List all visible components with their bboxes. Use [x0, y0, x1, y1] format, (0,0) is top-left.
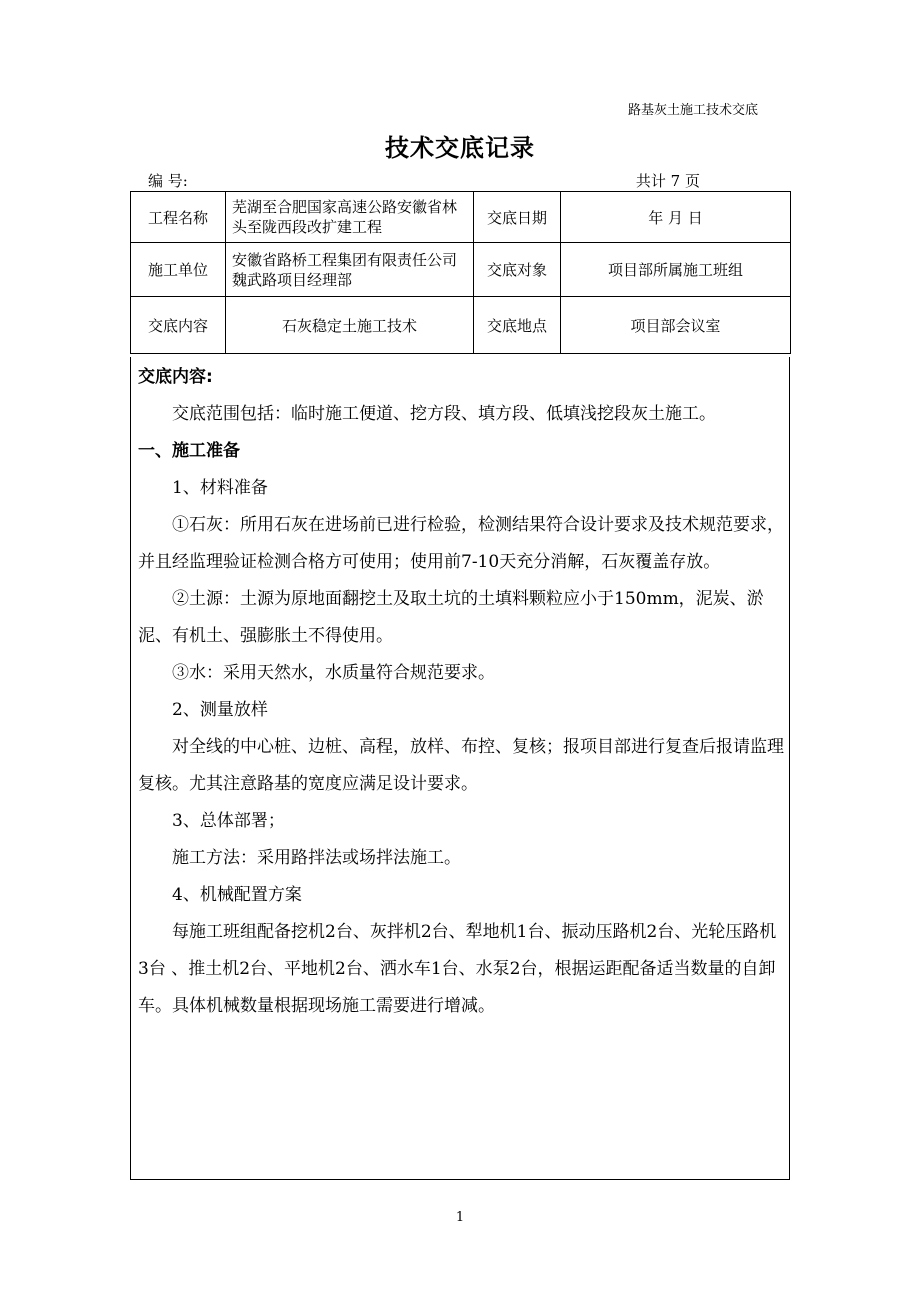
- info-row-project: [131, 192, 791, 243]
- content-heading: 交底内容:: [138, 367, 213, 387]
- project-name-value: 芜湖至合肥国家高速公路安徽省林头至陇西段改扩建工程: [226, 192, 474, 243]
- page-count: 共计 7 页: [635, 172, 700, 190]
- scope-paragraph: 交底范围包括：临时施工便道、挖方段、填方段、低填浅挖段灰土施工。: [172, 404, 716, 424]
- content-box: [130, 357, 790, 1180]
- content-label: 交底内容: [131, 297, 226, 354]
- place-label: 交底地点: [474, 297, 561, 354]
- water-paragraph: ③水：采用天然水，水质量符合规范要求。: [172, 663, 495, 683]
- sub4-title: 4、机械配置方案: [172, 885, 302, 905]
- soil-paragraph: ②土源：土源为原地面翻挖土及取土坑的土填料颗粒应小于150mm，泥炭、淤泥、有机土、强膨胀土不得使用。: [138, 589, 764, 646]
- info-row-content: [131, 297, 791, 354]
- project-name-label: 工程名称: [131, 192, 226, 243]
- unit-value: 安徽省路桥工程集团有限责任公司魏武路项目经理部: [226, 243, 474, 297]
- sub3-title: 3、总体部署；: [172, 811, 285, 831]
- content-value: 石灰稳定土施工技术: [226, 297, 474, 354]
- machinery-paragraph: 每施工班组配备挖机2台、灰拌机2台、犁地机1台、振动压路机2台、光轮压路机3台 、推土机2台、平地机2台、洒水车1台、水泵2台，根据运距配备适当数量的自卸车。具体机械数量根据现场施工需要进行增减。: [138, 922, 777, 1016]
- section1-title: 一、施工准备: [138, 441, 240, 461]
- place-value: 项目部会议室: [561, 297, 791, 354]
- info-table: [130, 191, 791, 354]
- target-label: 交底对象: [474, 243, 561, 297]
- method-paragraph: 施工方法：采用路拌法或场拌法施工。: [172, 848, 461, 868]
- content-body: [131, 357, 789, 1025]
- target-value: 项目部所属施工班组: [561, 243, 791, 297]
- serial-number-label: 编 号:: [148, 172, 188, 190]
- unit-label: 施工单位: [131, 243, 226, 297]
- document-title: 技术交底记录: [385, 134, 535, 162]
- info-row-unit: [131, 243, 791, 297]
- survey-paragraph: 对全线的中心桩、边桩、高程，放样、布控、复核；报项目部进行复查后报请监理复核。尤其注意路基的宽度应满足设计要求。: [138, 737, 784, 794]
- document-header-note: 路基灰土施工技术交底: [627, 103, 758, 118]
- lime-paragraph: ①石灰：所用石灰在进场前已进行检验，检测结果符合设计要求及技术规范要求，并且经监理验证检测合格方可使用；使用前7-10天充分消解，石灰覆盖存放。: [138, 515, 784, 572]
- page-number: 1: [455, 1210, 465, 1225]
- sub2-title: 2、测量放样: [172, 700, 268, 720]
- sub1-title: 1、材料准备: [172, 478, 268, 498]
- date-value: 年 月 日: [561, 192, 791, 243]
- date-label: 交底日期: [474, 192, 561, 243]
